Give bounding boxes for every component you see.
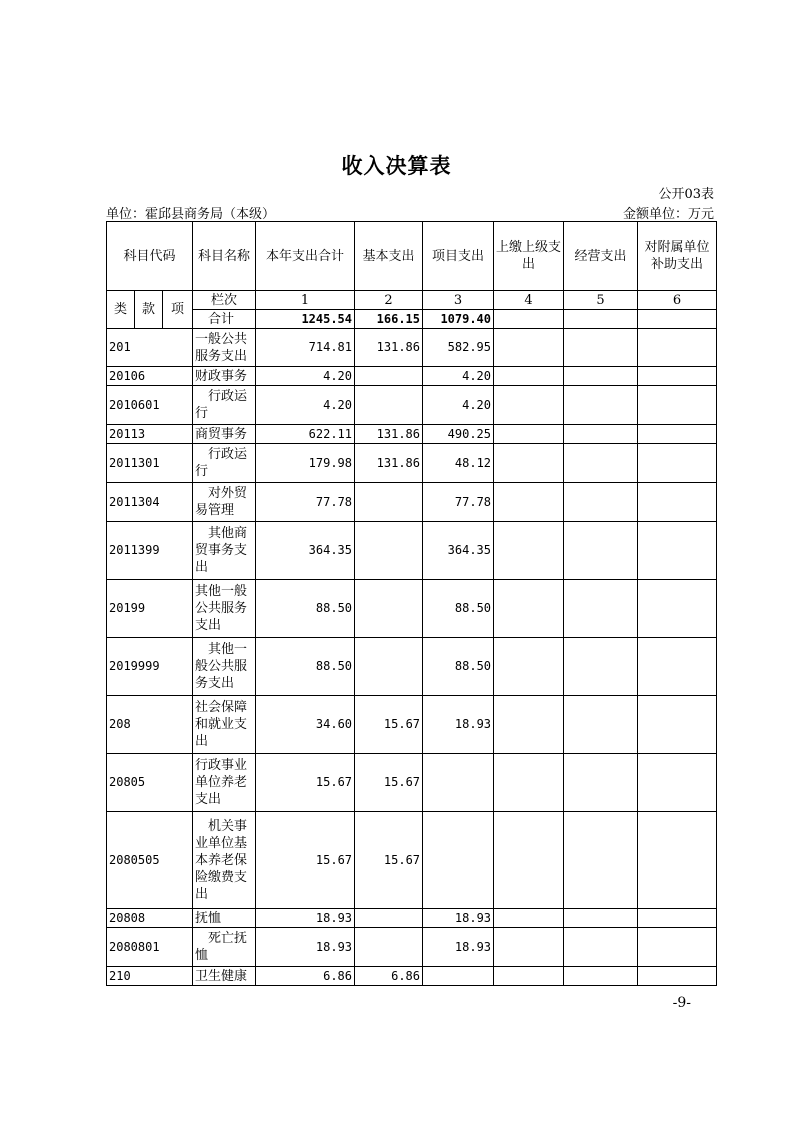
row-business [564, 580, 638, 638]
row-code: 20113 [107, 425, 193, 444]
row-total: 15.67 [256, 812, 355, 909]
row-total: 6.86 [256, 967, 355, 986]
row-code: 2011304 [107, 483, 193, 522]
header-upper: 上缴上级支出 [494, 222, 564, 291]
row-name: 其他商贸事务支出 [193, 522, 256, 580]
income-final-accounts-table [106, 221, 717, 986]
col-number: 2 [355, 291, 423, 310]
row-code: 210 [107, 967, 193, 986]
table-row [107, 425, 717, 444]
row-basic: 131.86 [355, 444, 423, 483]
row-code: 208 [107, 696, 193, 754]
row-code: 201 [107, 329, 193, 367]
page-title: 收入决算表 [341, 153, 452, 178]
table-row [107, 329, 717, 367]
header-xiang: 项 [163, 291, 193, 329]
row-name: 机关事业单位基本养老保险缴费支出 [193, 812, 256, 909]
row-code: 2010601 [107, 386, 193, 425]
row-code: 20106 [107, 367, 193, 386]
row-business [564, 367, 638, 386]
row-upper [494, 909, 564, 928]
row-name: 抚恤 [193, 909, 256, 928]
row-subsidy [638, 638, 717, 696]
header-total: 本年支出合计 [256, 222, 355, 291]
form-number: 公开03表 [658, 187, 714, 202]
col-number: 6 [638, 291, 717, 310]
row-project [423, 812, 494, 909]
row-project: 490.25 [423, 425, 494, 444]
row-total: 179.98 [256, 444, 355, 483]
row-upper [494, 329, 564, 367]
row-project: 18.93 [423, 909, 494, 928]
row-code: 20199 [107, 580, 193, 638]
row-upper [494, 928, 564, 967]
row-subsidy [638, 329, 717, 367]
row-subsidy [638, 522, 717, 580]
row-upper [494, 522, 564, 580]
row-subsidy [638, 483, 717, 522]
row-total: 77.78 [256, 483, 355, 522]
row-total: 714.81 [256, 329, 355, 367]
header-name: 科目名称 [193, 222, 256, 291]
table-row [107, 580, 717, 638]
total-business [564, 310, 638, 329]
row-business [564, 754, 638, 812]
col-number: 4 [494, 291, 564, 310]
row-project: 18.93 [423, 928, 494, 967]
header-basic: 基本支出 [355, 222, 423, 291]
col-number: 3 [423, 291, 494, 310]
table-row [107, 928, 717, 967]
row-basic: 15.67 [355, 696, 423, 754]
row-subsidy [638, 386, 717, 425]
row-project: 4.20 [423, 367, 494, 386]
row-total: 34.60 [256, 696, 355, 754]
row-code: 2080801 [107, 928, 193, 967]
row-basic [355, 638, 423, 696]
row-project: 364.35 [423, 522, 494, 580]
row-subsidy [638, 367, 717, 386]
header-row [107, 222, 717, 291]
total-amount: 1245.54 [256, 310, 355, 329]
row-name: 行政事业单位养老支出 [193, 754, 256, 812]
row-upper [494, 483, 564, 522]
row-name: 对外贸易管理 [193, 483, 256, 522]
row-project [423, 754, 494, 812]
header-business: 经营支出 [564, 222, 638, 291]
row-upper [494, 696, 564, 754]
header-code: 科目代码 [107, 222, 193, 291]
row-total: 18.93 [256, 928, 355, 967]
row-total: 88.50 [256, 638, 355, 696]
row-subsidy [638, 580, 717, 638]
row-basic: 15.67 [355, 754, 423, 812]
amount-unit-label: 金额单位：万元 [622, 207, 714, 222]
page-number: -9- [672, 995, 691, 1011]
table-row [107, 696, 717, 754]
row-name: 社会保障和就业支出 [193, 696, 256, 754]
row-project [423, 967, 494, 986]
header-subsidy: 对附属单位补助支出 [638, 222, 717, 291]
row-business [564, 483, 638, 522]
row-total: 88.50 [256, 580, 355, 638]
row-upper [494, 812, 564, 909]
total-upper [494, 310, 564, 329]
table-row [107, 754, 717, 812]
row-code: 2080505 [107, 812, 193, 909]
header-lanci: 栏次 [193, 291, 256, 310]
table-row [107, 638, 717, 696]
row-name: 其他一般公共服务支出 [193, 638, 256, 696]
col-number: 5 [564, 291, 638, 310]
table-row [107, 483, 717, 522]
row-total: 4.20 [256, 367, 355, 386]
row-project: 18.93 [423, 696, 494, 754]
row-upper [494, 444, 564, 483]
row-basic [355, 928, 423, 967]
row-total: 18.93 [256, 909, 355, 928]
row-total: 364.35 [256, 522, 355, 580]
row-subsidy [638, 967, 717, 986]
row-business [564, 329, 638, 367]
row-name: 死亡抚恤 [193, 928, 256, 967]
col-number: 1 [256, 291, 355, 310]
row-basic: 131.86 [355, 425, 423, 444]
row-name: 商贸事务 [193, 425, 256, 444]
row-name: 行政运行 [193, 386, 256, 425]
row-project: 48.12 [423, 444, 494, 483]
row-project: 88.50 [423, 638, 494, 696]
total-row [107, 310, 717, 329]
row-basic: 131.86 [355, 329, 423, 367]
header-project: 项目支出 [423, 222, 494, 291]
row-basic [355, 367, 423, 386]
row-business [564, 425, 638, 444]
row-subsidy [638, 696, 717, 754]
row-subsidy [638, 754, 717, 812]
row-basic [355, 386, 423, 425]
row-name: 行政运行 [193, 444, 256, 483]
row-total: 4.20 [256, 386, 355, 425]
row-subsidy [638, 425, 717, 444]
row-code: 2011399 [107, 522, 193, 580]
row-upper [494, 580, 564, 638]
row-project: 4.20 [423, 386, 494, 425]
row-total: 15.67 [256, 754, 355, 812]
row-subsidy [638, 444, 717, 483]
row-upper [494, 425, 564, 444]
row-basic: 6.86 [355, 967, 423, 986]
row-code: 20805 [107, 754, 193, 812]
row-project: 77.78 [423, 483, 494, 522]
table-row [107, 386, 717, 425]
row-basic: 15.67 [355, 812, 423, 909]
table-row [107, 909, 717, 928]
row-basic [355, 483, 423, 522]
header-kuan: 款 [135, 291, 163, 329]
column-number-row [107, 291, 717, 310]
row-business [564, 696, 638, 754]
row-project: 88.50 [423, 580, 494, 638]
row-business [564, 812, 638, 909]
table-row [107, 812, 717, 909]
row-business [564, 967, 638, 986]
table-row [107, 522, 717, 580]
unit-label: 单位：霍邱县商务局（本级） [106, 207, 276, 222]
header-lei: 类 [107, 291, 135, 329]
row-basic [355, 522, 423, 580]
total-label: 合计 [193, 310, 256, 329]
row-name: 卫生健康 [193, 967, 256, 986]
row-business [564, 522, 638, 580]
row-name: 一般公共服务支出 [193, 329, 256, 367]
table-row [107, 367, 717, 386]
row-upper [494, 386, 564, 425]
row-code: 2019999 [107, 638, 193, 696]
row-project: 582.95 [423, 329, 494, 367]
row-subsidy [638, 812, 717, 909]
row-upper [494, 967, 564, 986]
row-business [564, 386, 638, 425]
row-subsidy [638, 928, 717, 967]
row-upper [494, 367, 564, 386]
row-code: 20808 [107, 909, 193, 928]
total-subsidy [638, 310, 717, 329]
row-total: 622.11 [256, 425, 355, 444]
total-basic: 166.15 [355, 310, 423, 329]
row-basic [355, 909, 423, 928]
total-project: 1079.40 [423, 310, 494, 329]
table-row [107, 967, 717, 986]
row-upper [494, 638, 564, 696]
row-upper [494, 754, 564, 812]
row-code: 2011301 [107, 444, 193, 483]
row-business [564, 444, 638, 483]
table-row [107, 444, 717, 483]
row-business [564, 928, 638, 967]
row-business [564, 638, 638, 696]
row-name: 其他一般公共服务支出 [193, 580, 256, 638]
row-name: 财政事务 [193, 367, 256, 386]
row-business [564, 909, 638, 928]
row-basic [355, 580, 423, 638]
row-subsidy [638, 909, 717, 928]
